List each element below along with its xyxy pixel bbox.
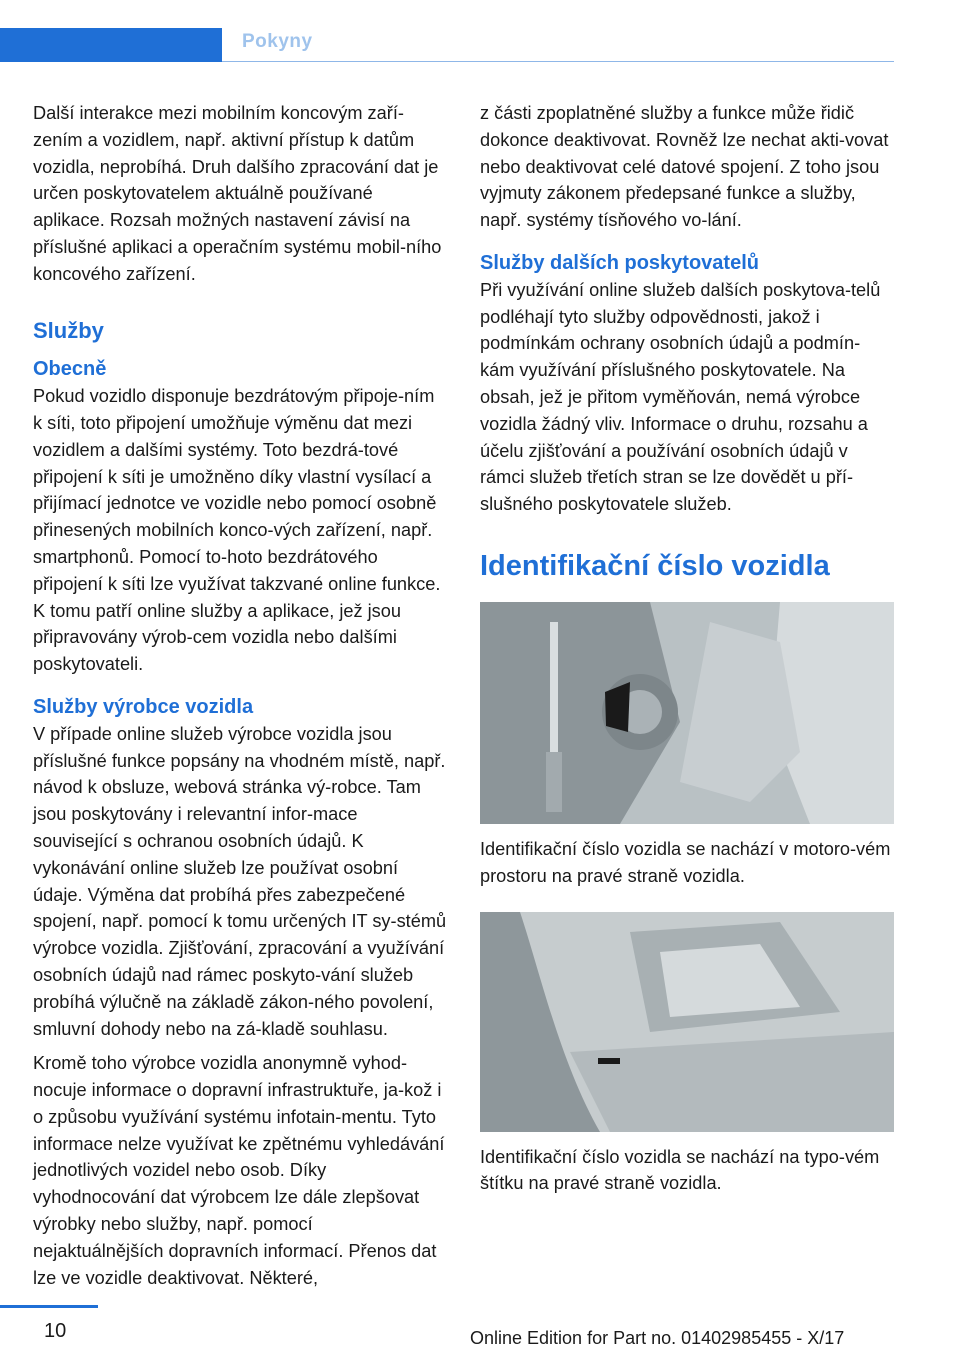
engine-compartment-photo bbox=[480, 602, 894, 824]
paragraph: Při využívání online služeb dalších poskytova-telů podléhají tyto služby odpovědnosti, jakož i podmínkám ochrany osobních údajů a podmín-kám využívání příslušného poskytovatele. Na obsah, jež je přitom vyměňován, nemá výrobce vozidla žádný vliv. Informace o druhu, rozsahu a účelu zjišťování a používání osobních údajů v rámci služeb třetích stran se lze dovědět u pří-slušného poskytovatele služeb. bbox=[480, 279, 881, 515]
heading-general: Obecně bbox=[33, 358, 107, 381]
paragraph: Další interakce mezi mobilním koncovým zaří-zením a vozidlem, např. aktivní přístup k datům vozidla, neprobíhá. Druh dalšího zpracování dat je určen poskytovatelem aktuálně používané aplikace. Rozsah možných nastavení závisí na příslušné aplikaci a operačním systému mobil-ního koncového zařízení. bbox=[33, 103, 442, 284]
paragraph: Pokud vozidlo disponuje bezdrátovým připoje-ním k síti, toto připojení umožňuje výměnu dat mezi vozidlem a dalšími systémy. Toto bezdrá-tové připojení k síti je umožněno díky vlastní vysílací a přijímací jednotce ve vozidle nebo pomocí osobně přinesených mobilních konco-vých zařízení, např. smartphonů. Pomocí to-hoto bezdrátového připojení k síti lze využívat takzvané online funkce. K tomu patří online služby a aplikace, jež jsou připravovány výrob-cem vozidla nebo dalšími poskytovateli. bbox=[33, 386, 441, 675]
photo-caption: Identifikační číslo vozidla se nachází na typo-vém štítku na pravé straně vozidla. bbox=[480, 1146, 880, 1194]
heading-manufacturer-services: Služby výrobce vozidla bbox=[33, 695, 254, 718]
edition-note: Online Edition for Part no. 01402985455 - X/17 bbox=[470, 1328, 845, 1348]
footer-rule bbox=[0, 1305, 98, 1308]
door-sill-illustration bbox=[480, 912, 894, 1132]
heading-services: Služby bbox=[33, 317, 104, 343]
heading-third-party-services: Služby dalších poskytovatelů bbox=[480, 251, 759, 274]
paragraph: Kromě toho výrobce vozidla anonymně vyhod-nocuje informace o dopravní infrastruktuře, ja-kož i o způsobu využívání systému infotain-mentu. Tyto informace nelze využívat ke zpětnému vyhledávání jednotlivých vozidel nebo osob. Díky vyhodnocování dat výrobcem lze dále zlepšovat výrobky nebo služby, např. pomocí nejaktuálnějších dopravních informací. Přenos dat lze ve vozidle deaktivovat. Některé, bbox=[33, 1053, 445, 1288]
header-rule bbox=[222, 61, 894, 62]
paragraph: z části zpoplatněné služby a funkce může řidič dokonce deaktivovat. Rovněž lze nechat akti-vovat nebo deaktivovat celé datové spojení. Z toho jsou vyjmuty zákonem předepsané funkce a služby, např. systémy tísňového vo-lání. bbox=[480, 103, 889, 231]
door-sill-photo bbox=[480, 912, 894, 1132]
paragraph: V případe online služeb výrobce vozidla jsou příslušné funkce popsány na vhodném místě, např. návod k obsluze, webová stránka vý-robce. Tam jsou poskytovány i relevantní infor-mace související s ochranou osobních údajů. K vykonávání online služeb lze používat osobní údaje. Výměna dat probíhá přes zabezpečené spojení, např. pomocí k tomu určených IT sy-stémů výrobce vozidla. Zjišťování, zpracování a využívání osobních údajů nad rámec poskyto-vání služeb probíhá výlučně na základě zákon-ného povolení, smluvní dohody nebo na zá-kladě souhlasu. bbox=[33, 723, 447, 1039]
right-column bbox=[480, 100, 894, 1205]
engine-compartment-illustration bbox=[480, 602, 894, 824]
heading-vin: Identifikační číslo vozidla bbox=[480, 549, 830, 582]
header-accent-bar bbox=[0, 28, 222, 62]
page-number: 10 bbox=[44, 1320, 67, 1342]
section-title: Pokyny bbox=[242, 31, 313, 52]
left-column bbox=[33, 100, 447, 1299]
photo-caption: Identifikační číslo vozidla se nachází v motoro-vém prostoru na pravé straně vozidla. bbox=[480, 838, 891, 886]
